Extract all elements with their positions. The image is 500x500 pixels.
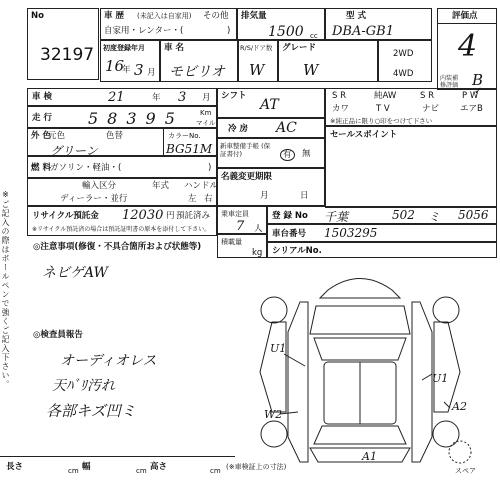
notes-value: ネビゲAW	[42, 265, 108, 281]
vehicle-history-other: その他	[203, 11, 229, 21]
drive-box	[378, 40, 432, 82]
score-label: 評価点	[452, 11, 478, 21]
fuel-value: ガソリン・軽油・(	[50, 163, 122, 173]
displacement-label: 排気量	[241, 11, 267, 21]
right-side	[412, 302, 432, 462]
equipment-r1-1: 純AW	[374, 91, 397, 101]
spare-label: スペア	[455, 467, 476, 475]
capacity-label: 乗車定員	[221, 210, 249, 218]
fuel-close: )	[208, 163, 212, 173]
chassis-label: 車台番号	[272, 229, 307, 239]
wheel-rear-right	[433, 421, 459, 447]
inspection-label: 車 検	[32, 92, 52, 102]
spare-tire	[449, 441, 471, 463]
front-bumper	[320, 279, 400, 299]
vehicle-usage: 自家用・レンター・(	[104, 26, 184, 36]
vehicle-history-box	[100, 8, 237, 40]
ac-label: 冷 房	[228, 124, 248, 134]
interior-score-value: B	[472, 71, 484, 89]
ac-box	[217, 118, 325, 138]
vehicle-history-options: (未記入は自家用)	[137, 12, 192, 20]
first-registration-month-unit: 月	[147, 68, 156, 78]
inspector-line-1: オーディオレス	[60, 353, 157, 369]
doors-box	[238, 40, 278, 82]
vehicle-history-label: 車 歴	[104, 11, 124, 21]
model-value: DBA-GB1	[332, 24, 394, 39]
doors-value: W	[249, 61, 265, 79]
capacity-unit: 人	[254, 224, 263, 234]
mileage-unit: Km	[200, 109, 212, 117]
diagram-mark-3: A2	[452, 400, 467, 413]
mileage-value: 58395	[88, 109, 184, 128]
color-box	[27, 128, 217, 156]
plate-number: 5056	[458, 208, 489, 222]
equipment-r2-3: エアB	[460, 104, 483, 114]
plate-kana: ミ	[428, 210, 441, 224]
first-registration-year-unit: 年	[122, 65, 131, 75]
import-right: 右	[204, 194, 213, 204]
dimension-height-unit: cm	[210, 467, 221, 475]
serial-box	[267, 242, 497, 258]
capacity-value: 7	[236, 219, 245, 234]
notes-label: ◎注意事項(修復・不具合箇所および状態等)	[33, 242, 202, 252]
inspector-line-3: 各部キズ凹ミ	[46, 402, 136, 420]
inspection-month-unit: 月	[202, 93, 211, 103]
import-label: 輸入区分	[82, 181, 117, 191]
dimension-length-unit: cm	[68, 467, 79, 475]
dimensions-note: (※車検証上の寸法)	[226, 463, 287, 471]
displacement-value: 1500	[268, 24, 304, 40]
grade-value: W	[303, 61, 319, 79]
first-registration-box	[100, 40, 160, 82]
mileage-box	[27, 106, 217, 128]
equipment-r1-3: P W	[462, 91, 479, 101]
first-registration-label: 初度登録年月	[103, 44, 145, 52]
shift-label: シフト	[221, 91, 247, 101]
rear-hatch	[310, 448, 410, 462]
recycle-box	[27, 206, 217, 236]
mileage-label: 走 行	[32, 113, 52, 123]
recycle-label: リサイクル預託金	[32, 211, 99, 221]
equipment-note: ※純正品に限り○印をつけて下さい	[330, 117, 433, 125]
leader-line-u1-right	[422, 374, 432, 380]
doors-label: R/S/ドア数	[240, 44, 273, 52]
diagram-mark-0: U1	[270, 342, 287, 355]
first-registration-year: 16	[105, 57, 125, 75]
equipment-r2-0: カワ	[332, 104, 350, 114]
plate-region: 千葉	[324, 210, 349, 224]
fuel-box	[27, 156, 217, 178]
wheel-front-left	[261, 297, 287, 323]
import-year-label: 年式	[152, 181, 170, 191]
mileage-unit-mile: マイル	[196, 119, 216, 127]
serial-label: シリアルNo.	[272, 246, 322, 256]
manual-yes: 有	[280, 149, 295, 161]
chassis-box	[267, 224, 497, 242]
capacity-box	[217, 206, 267, 234]
left-side	[288, 302, 308, 462]
score-box	[437, 8, 497, 90]
equipment-box	[325, 88, 497, 126]
recycle-unit: 円	[166, 211, 175, 221]
cargo-unit: kg	[252, 248, 263, 258]
grade-box	[278, 40, 378, 82]
color-code-value: BG51M	[166, 142, 213, 156]
drive-2wd: 2WD	[393, 49, 414, 59]
chassis-value: 1503295	[324, 226, 378, 240]
color-change-label: 色替	[106, 131, 124, 141]
drive-4wd: 4WD	[393, 69, 414, 79]
sales-points-box	[325, 126, 497, 208]
hood	[310, 306, 410, 334]
name-change-month: 月	[260, 191, 269, 201]
recycle-notice: ※リサイクル預託済の場合は預託証明書の原本を添付して下さい。	[32, 226, 211, 233]
recycle-value: 12030	[122, 208, 164, 223]
inspector-label: ◎検査員報告	[33, 330, 83, 340]
model-box	[325, 8, 432, 40]
color-outer-label: 外 色	[31, 131, 51, 141]
shift-box	[217, 88, 325, 118]
equipment-r2-1: T V	[376, 104, 390, 114]
import-dealer: ディーラー・並行	[60, 194, 128, 204]
vehicle-usage-close: )	[227, 26, 231, 36]
interior-score-label: 内装補修評価	[440, 75, 459, 89]
ac-value: AC	[276, 120, 297, 136]
dimensions-divider	[0, 456, 235, 457]
rear-window	[314, 426, 406, 444]
diagram-mark-1: U1	[432, 372, 449, 385]
name-change-day: 日	[300, 191, 309, 201]
color-code-label: カラーNo.	[168, 132, 201, 140]
recycle-status: 預託済み	[176, 211, 211, 221]
inspection-year-unit: 年	[152, 93, 161, 103]
diagram-mark-2: W2	[264, 408, 283, 421]
import-handle-label: ハンドル	[184, 181, 219, 191]
leader-line-u1-left	[284, 354, 305, 366]
import-box	[27, 178, 217, 206]
color-value: グリーン	[50, 144, 98, 158]
model-label: 型 式	[346, 11, 366, 21]
inspection-month: 3	[178, 90, 187, 105]
manual-box	[217, 138, 325, 168]
right-side-outer	[434, 322, 460, 412]
side-note: ※ご記入の際はボールペンで強くご記入下さい。	[1, 190, 10, 389]
fuel-label: 燃 料	[31, 163, 51, 173]
inspection-box	[27, 88, 217, 106]
manual-no: 無	[302, 149, 311, 159]
cargo-box	[217, 234, 267, 258]
shift-value: AT	[260, 97, 279, 113]
manual-label: 新車整備手帳 (保証書付)	[220, 142, 271, 158]
car-diagram	[250, 262, 495, 472]
car-name-label: 車 名	[164, 43, 184, 53]
first-registration-month: 3	[134, 61, 144, 79]
wheel-front-right	[433, 297, 459, 323]
color-original-label: 元色	[48, 131, 66, 141]
left-side-outer	[260, 322, 286, 412]
plate-box	[267, 206, 497, 224]
lot-number: 32197	[40, 45, 95, 65]
wheel-rear-left	[261, 421, 287, 447]
car-name-value: モビリオ	[169, 64, 225, 80]
cargo-label: 積載量	[221, 238, 242, 246]
displacement-unit: cc	[310, 32, 318, 40]
plate-class: 502	[392, 208, 415, 222]
car-name-box	[160, 40, 238, 82]
diagram-mark-4: A1	[362, 450, 377, 463]
dimension-width-label: 幅	[82, 462, 91, 472]
dimension-width-unit: cm	[136, 467, 147, 475]
equipment-check-mark: ✓	[474, 86, 483, 97]
name-change-label: 名義変更期限	[221, 172, 273, 182]
plate-label: 登 録 No	[272, 211, 308, 221]
dimension-length-label: 長さ	[6, 462, 24, 472]
leader-line-a2	[444, 402, 450, 408]
inspection-year: 21	[108, 90, 125, 105]
lot-number-label: No	[31, 11, 44, 21]
equipment-r1-2: S R	[420, 91, 435, 101]
grade-label: グレード	[282, 43, 317, 53]
lot-number-box	[27, 8, 99, 80]
import-left: 左	[188, 194, 197, 204]
name-change-box	[217, 168, 325, 206]
score-value: 4	[458, 29, 478, 64]
displacement-box	[237, 8, 325, 40]
windshield	[314, 338, 406, 360]
inspector-line-2: 天ﾊﾞﾘ汚れ	[52, 378, 115, 394]
dimension-height-label: 高さ	[150, 462, 168, 472]
sales-points-label: セールスポイント	[330, 130, 398, 140]
equipment-r2-2: ナビ	[422, 104, 440, 114]
equipment-r1-0: S R	[332, 91, 347, 101]
